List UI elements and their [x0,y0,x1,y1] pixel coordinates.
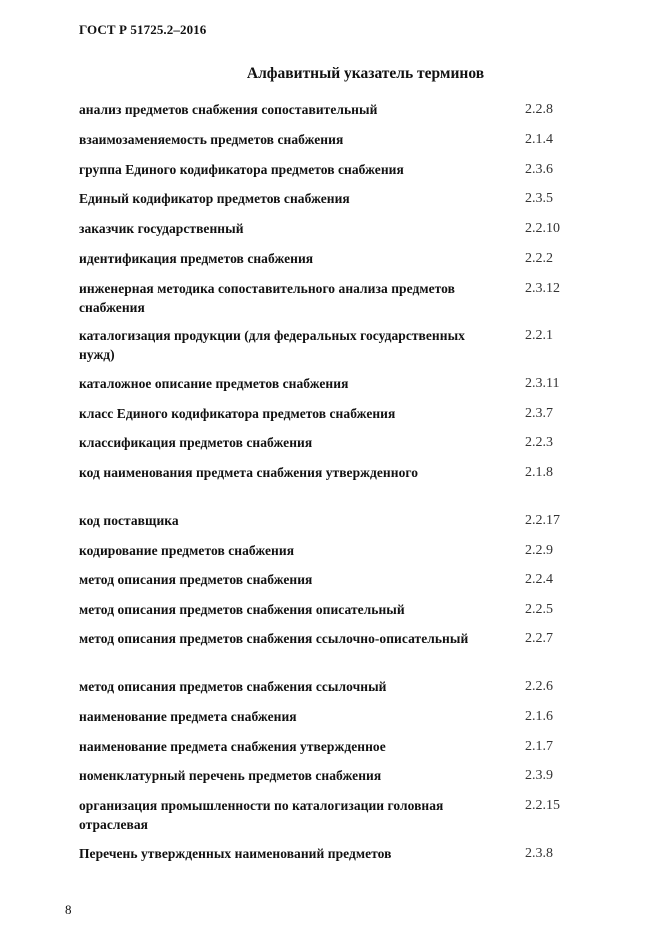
term-reference: 2.2.15 [525,798,560,813]
term-reference: 2.3.12 [525,281,560,296]
term-text: наименование предмета снабжения утвержденное [79,739,386,754]
term-row [79,249,599,283]
term-text: код поставщика [79,513,179,528]
term-reference: 2.3.5 [525,191,553,206]
term-reference: 2.2.5 [525,602,553,617]
page-title: Алфавитный указатель терминов [246,65,485,82]
term-row [79,130,599,164]
term-reference: 2.3.7 [525,406,553,421]
term-text: взаимозаменяемость предметов снабжения [79,132,344,147]
term-reference: 2.1.4 [525,132,553,147]
term-text: организация промышленности по каталогизации головная отраслевая [79,798,444,832]
term-reference: 2.2.4 [525,572,553,587]
term-row [79,374,599,408]
term-reference: 2.2.2 [525,251,553,266]
term-row [79,766,599,800]
term-text: метод описания предметов снабжения [79,572,313,587]
term-row [79,629,599,663]
term-reference: 2.2.10 [525,221,560,236]
term-reference: 2.2.9 [525,543,553,558]
term-reference: 2.3.6 [525,162,553,177]
term-reference: 2.2.1 [525,328,553,343]
term-text: анализ предметов снабжения сопоставительный [79,102,378,117]
term-reference: 2.3.9 [525,768,553,783]
term-text: кодирование предметов снабжения [79,543,295,558]
term-text: каталогизация продукции (для федеральных государственных нужд) [79,328,465,362]
term-reference: 2.1.8 [525,465,553,480]
term-row [79,463,599,497]
term-reference: 2.1.6 [525,709,553,724]
term-reference: 2.3.11 [525,376,560,391]
term-text: метод описания предметов снабжения описательный [79,602,405,617]
term-text: номенклатурный перечень предметов снабжения [79,768,382,783]
term-text: Единый кодификатор предметов снабжения [79,191,350,206]
term-reference: 2.2.3 [525,435,553,450]
term-row [79,707,599,741]
term-row [79,189,599,223]
term-text: каталожное описание предметов снабжения [79,376,349,391]
term-row [79,279,599,313]
term-row [79,511,599,545]
term-text: заказчик государственный [79,221,244,236]
term-reference: 2.1.7 [525,739,553,754]
term-row [79,570,599,604]
term-reference: 2.2.8 [525,102,553,117]
page-number: 8 [65,902,72,917]
term-row [79,796,599,830]
term-text: класс Единого кодификатора предметов снабжения [79,406,396,421]
term-text: Перечень утвержденных наименований предметов [79,846,392,861]
term-row [79,844,599,878]
term-text: классификация предметов снабжения [79,435,313,450]
term-reference: 2.2.6 [525,679,553,694]
term-text: код наименования предмета снабжения утвержденного [79,465,419,480]
term-text: наименование предмета снабжения [79,709,297,724]
term-text: метод описания предметов снабжения ссылочный [79,679,387,694]
term-text: группа Единого кодификатора предметов снабжения [79,162,404,177]
term-reference: 2.2.7 [525,631,553,646]
term-reference: 2.3.8 [525,846,553,861]
term-text: метод описания предметов снабжения ссылочно-описательный [79,631,469,646]
term-row [79,677,599,711]
document-header: ГОСТ Р 51725.2–2016 [79,22,207,37]
term-row [79,219,599,253]
term-text: идентификация предметов снабжения [79,251,314,266]
term-text: инженерная методика сопоставительного анализа предметов снабжения [79,281,455,315]
term-row [79,100,599,134]
term-row [79,326,599,360]
term-reference: 2.2.17 [525,513,560,528]
term-row [79,433,599,467]
